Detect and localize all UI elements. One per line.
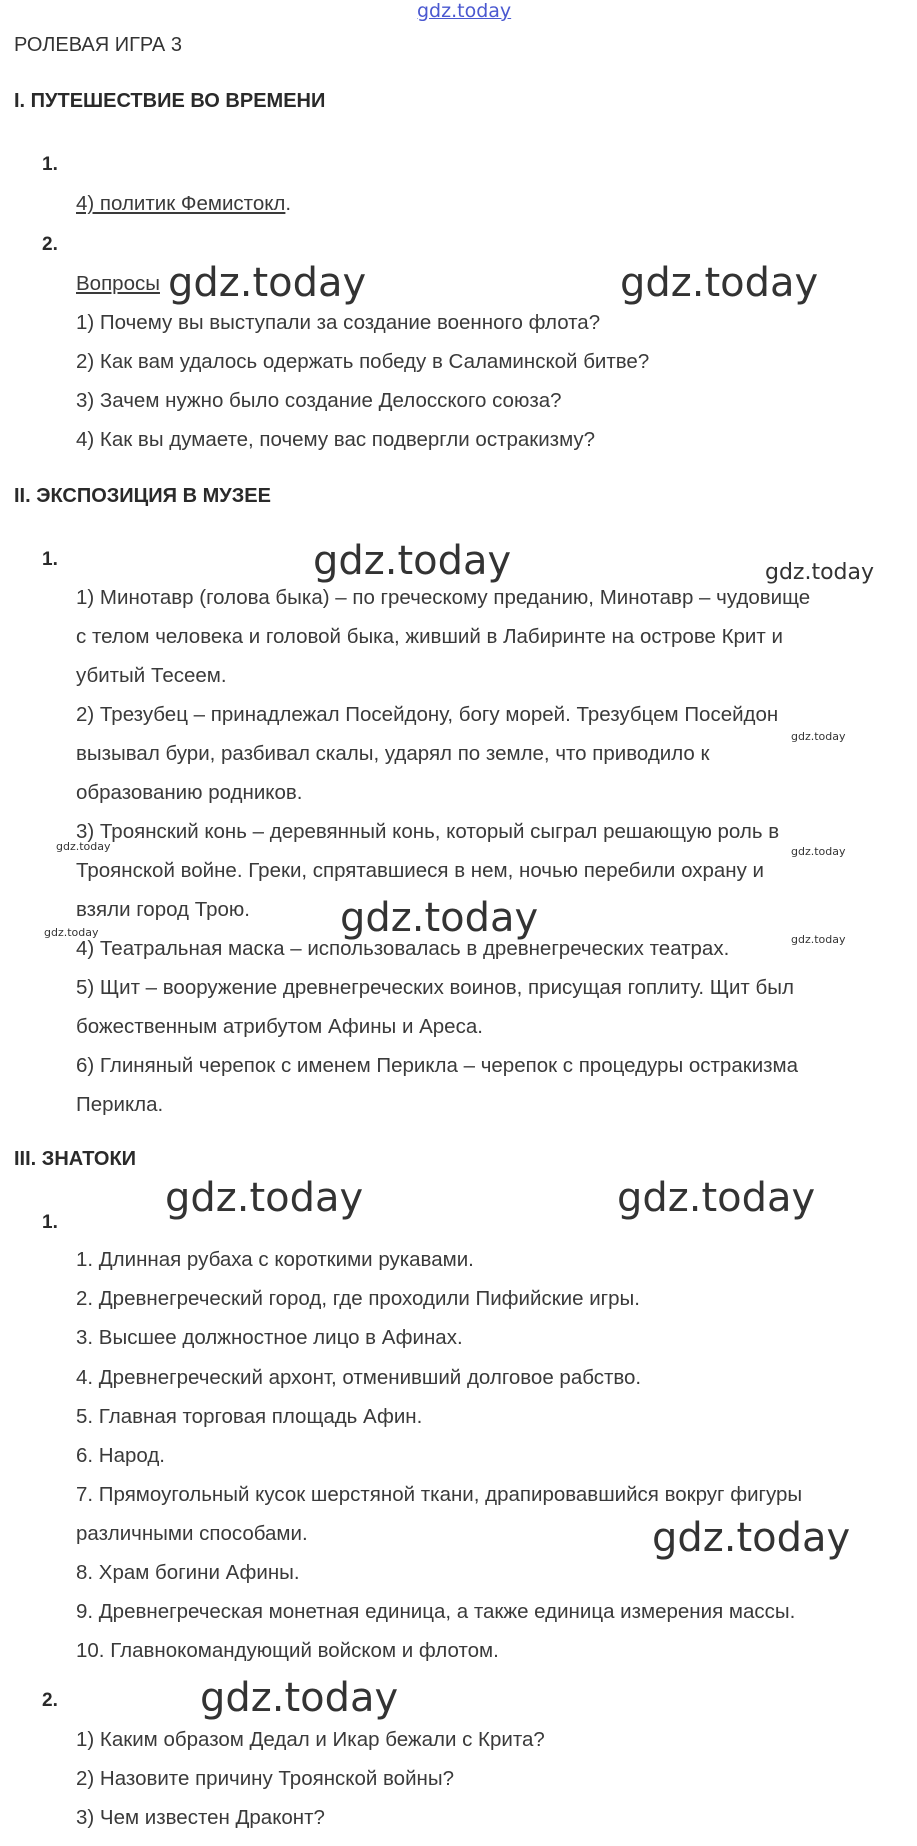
text-line: 7. Прямоугольный кусок шерстяной ткани, драпировавшийся вокруг фигуры <box>76 1483 803 1506</box>
page-title: РОЛЕВАЯ ИГРА 3 <box>14 34 182 56</box>
watermark: gdz.today <box>791 845 846 858</box>
text-line: 10. Главнокомандующий войском и флотом. <box>76 1639 499 1662</box>
text-line: взяли город Трою. <box>76 898 250 921</box>
text-line: 2) Назовите причину Троянской войны? <box>76 1767 454 1790</box>
text-line: образованию родников. <box>76 781 303 804</box>
text-line: 5. Главная торговая площадь Афин. <box>76 1405 423 1428</box>
text-line: 6. Народ. <box>76 1444 166 1467</box>
text-line: 3. Высшее должностное лицо в Афинах. <box>76 1326 463 1349</box>
list-item: 4) Как вы думаете, почему вас подвергли остракизму? <box>76 428 596 451</box>
text-line: 1) Минотавр (голова быка) – по греческому преданию, Минотавр – чудовище <box>76 586 811 609</box>
watermark: gdz.today <box>617 1175 816 1221</box>
question-number: 1. <box>42 1212 58 1233</box>
list-item: 1) Почему вы выступали за создание военного флота? <box>76 311 601 334</box>
watermark-top: gdz.today <box>417 0 512 22</box>
watermark: gdz.today <box>168 260 367 306</box>
list-item: 2) Как вам удалось одержать победу в Саламинской битве? <box>76 350 650 373</box>
watermark: gdz.today <box>200 1675 399 1721</box>
list-item: 3) Зачем нужно было создание Делосского союза? <box>76 389 562 412</box>
text-line: 2. Древнегреческий город, где проходили Пифийские игры. <box>76 1287 640 1310</box>
section-heading-2: II. ЭКСПОЗИЦИЯ В МУЗЕЕ <box>14 485 271 507</box>
question-number: 1. <box>42 549 58 570</box>
watermark: gdz.today <box>765 560 875 585</box>
text-line: убитый Тесеем. <box>76 664 227 687</box>
text-line: Перикла. <box>76 1093 164 1116</box>
text-line: 1) Каким образом Дедал и Икар бежали с Крита? <box>76 1728 545 1751</box>
answer-tail: . <box>285 192 292 215</box>
section-heading-1: I. ПУТЕШЕСТВИЕ ВО ВРЕМЕНИ <box>14 90 326 112</box>
watermark: gdz.today <box>44 926 99 939</box>
text-line: 2) Трезубец – принадлежал Посейдону, богу морей. Трезубцем Посейдон <box>76 703 779 726</box>
text-line: 4. Древнегреческий архонт, отменивший долговое рабство. <box>76 1366 642 1389</box>
answer-underlined: 4) политик Фемистокл <box>76 192 286 215</box>
watermark: gdz.today <box>56 840 111 853</box>
watermark: gdz.today <box>620 260 819 306</box>
text-line: 3) Троянский конь – деревянный конь, который сыграл решающую роль в <box>76 820 780 843</box>
text-line: 8. Храм богини Афины. <box>76 1561 300 1584</box>
text-line: 4) Театральная маска – использовалась в древнегреческих театрах. <box>76 937 730 960</box>
question-number: 2. <box>42 234 58 255</box>
section-heading-3: III. ЗНАТОКИ <box>14 1148 137 1170</box>
question-number: 2. <box>42 1690 58 1711</box>
question-number: 1. <box>42 154 58 175</box>
watermark: gdz.today <box>313 538 512 584</box>
answer-line <box>76 192 291 216</box>
text-line: различными способами. <box>76 1522 308 1545</box>
watermark: gdz.today <box>165 1175 364 1221</box>
questions-label: Вопросы <box>76 272 160 295</box>
watermark: gdz.today <box>652 1515 851 1561</box>
watermark: gdz.today <box>791 730 846 743</box>
text-line: вызывал бури, разбивал скалы, ударял по земле, что приводило к <box>76 742 710 765</box>
text-line: 3) Чем известен Драконт? <box>76 1806 325 1829</box>
text-line: 6) Глиняный черепок с именем Перикла – черепок с процедуры остракизма <box>76 1054 799 1077</box>
text-line: Троянской войне. Греки, спрятавшиеся в нем, ночью перебили охрану и <box>76 859 765 882</box>
text-line: божественным атрибутом Афины и Ареса. <box>76 1015 483 1038</box>
text-line: с телом человека и головой быка, живший в Лабиринте на острове Крит и <box>76 625 783 648</box>
text-line: 1. Длинная рубаха с короткими рукавами. <box>76 1248 474 1271</box>
watermark: gdz.today <box>791 933 846 946</box>
text-line: 5) Щит – вооружение древнегреческих воинов, присущая гоплиту. Щит был <box>76 976 794 999</box>
text-line: 9. Древнегреческая монетная единица, а также единица измерения массы. <box>76 1600 796 1623</box>
watermark: gdz.today <box>340 895 539 941</box>
